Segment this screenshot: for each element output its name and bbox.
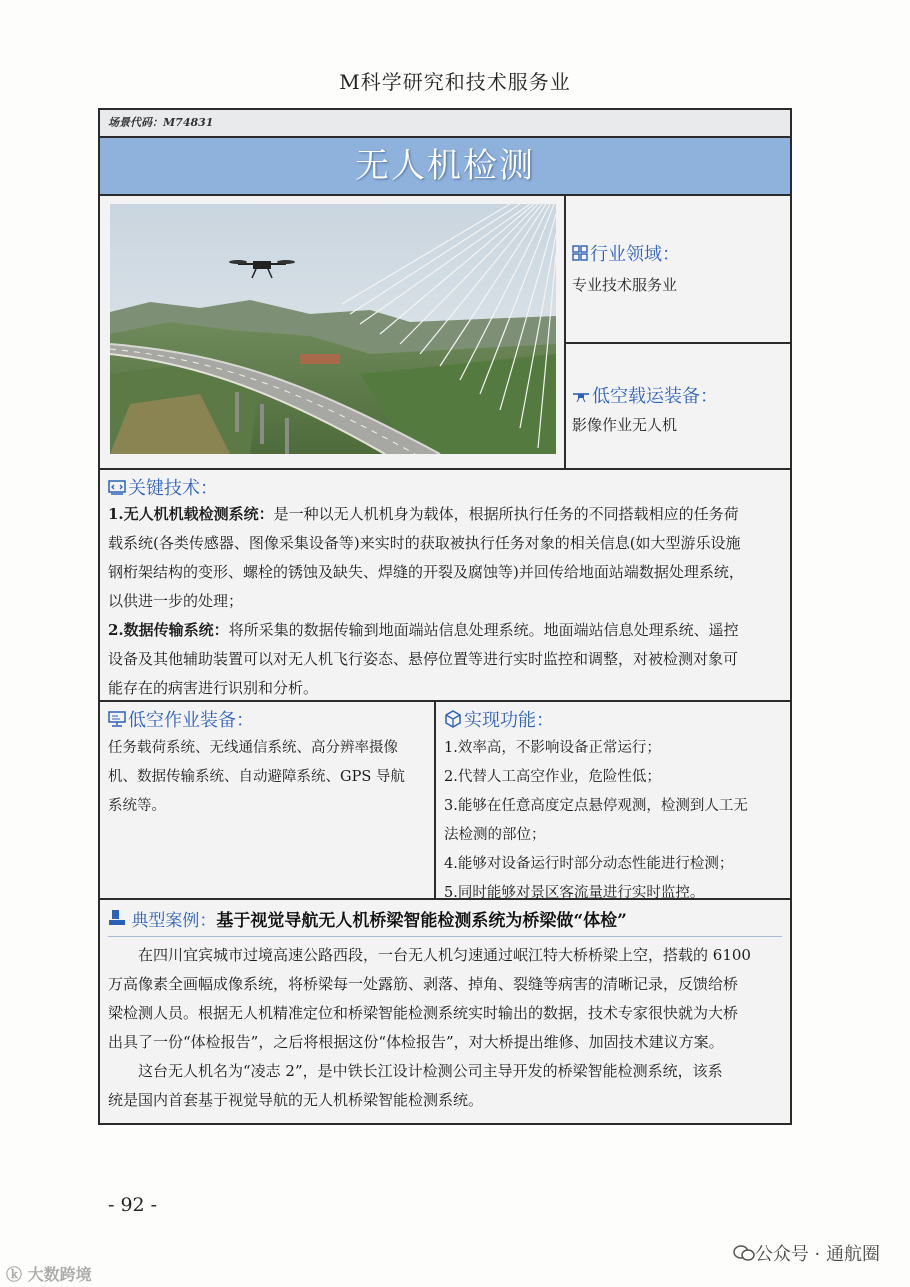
key-tech-item1-line3: 钢桁架结构的变形、螺栓的锈蚀及缺失、焊缝的开裂及腐蚀等)并回传给地面站端数据处理系统， (108, 563, 744, 581)
scenario-card (98, 108, 792, 1125)
title-banner (100, 136, 790, 196)
key-tech-item1-line2: 载系统(各类传感器、图像采集设备等)来实时的获取被执行任务对象的相关信息(如大型游乐设施 (108, 534, 741, 552)
function-item: 5.同时能够对景区客流量进行实时监控。 (444, 885, 705, 901)
ops-equipment-line: 任务载荷系统、无线通信系统、高分辨率摄像 (108, 740, 398, 756)
monitor-icon (108, 711, 126, 732)
equipment-cell (566, 342, 790, 468)
ops-equipment-line: 系统等。 (108, 798, 166, 814)
brand-logo-icon: ⓚ (6, 1265, 23, 1284)
ops-equipment-line: 机、数据传输系统、自动避障系统、GPS 导航 (108, 769, 405, 785)
page-title: 无人机检测 (355, 146, 535, 186)
ops-equipment-heading: 低空作业装备： (108, 706, 426, 734)
case-paragraph-line: 出具了一份“体检报告”，之后将根据这份“体检报告”，对大桥提出维修、加固技术建议方案。 (108, 1033, 724, 1051)
key-tech-section (100, 468, 790, 700)
case-heading (108, 906, 782, 937)
grid-icon (572, 245, 588, 266)
case-paragraph-line: 万高像素全画幅成像系统，将桥梁每一处露筋、剥落、掉角、裂缝等病害的清晰记录，反馈给桥 (108, 975, 739, 993)
industry-heading: 行业领域： (572, 240, 790, 266)
case-paragraph-line: 在四川宜宾城市过境高速公路西段，一台无人机匀速通过岷江特大桥桥梁上空，搭载的 6100 (138, 946, 751, 964)
equipment-heading: 低空载运装备： (572, 382, 790, 408)
key-tech-heading: 关键技术： (108, 474, 782, 500)
scene-code: 场景代码：M74831 (100, 110, 790, 136)
function-item: 1.效率高，不影响设备正常运行； (444, 740, 661, 756)
case-paragraph-line: 梁检测人员。根据无人机精准定位和桥梁智能检测系统实时输出的数据，技术专家很快就为大桥 (108, 1004, 739, 1022)
case-title: 基于视觉导航无人机桥梁智能检测系统为桥梁做“体检” (216, 911, 627, 931)
industry-cell (566, 196, 790, 342)
equipment-value: 影像作业无人机 (572, 416, 678, 434)
case-label: 典型案例： (131, 911, 217, 931)
function-item: 4.能够对设备运行时部分动态性能进行检测； (444, 856, 734, 872)
equipment-functions-row (100, 700, 790, 901)
case-section (100, 898, 790, 1125)
functions-cell (436, 702, 790, 901)
key-tech-item1-line4: 以供进一步的处理； (108, 592, 244, 610)
function-item: 2.代替人工高空作业，危险性低； (444, 769, 661, 785)
drone-bridge-photo (110, 204, 556, 454)
running-head: M科学研究和技术服务业 (339, 70, 571, 94)
drone-icon (572, 387, 590, 408)
ops-equipment-cell (100, 702, 436, 898)
watermark-right: 公众号 · 通航圈 (733, 1240, 880, 1267)
cube-icon (444, 710, 462, 733)
user-icon (108, 906, 126, 936)
key-tech-item1: 1.无人机机载检测系统：是一种以无人机机身为载体，根据所执行任务的不同搭载相应的任务荷 (108, 505, 739, 523)
key-tech-item2: 2.数据传输系统：将所采集的数据传输到地面端站信息处理系统。地面端站信息处理系统、遥控 (108, 621, 739, 639)
case-paragraph-line: 这台无人机名为“凌志 2”，是中铁长江设计检测公司主导开发的桥梁智能检测系统，该系 (138, 1062, 723, 1080)
code-window-icon (108, 479, 126, 500)
wechat-icon (733, 1244, 755, 1267)
key-tech-item2-line2: 设备及其他辅助装置可以对无人机飞行姿态、悬停位置等进行实时监控和调整，对被检测对象可 (108, 650, 739, 668)
function-item: 3.能够在任意高度定点悬停观测，检测到人工无 (444, 798, 748, 814)
page-number: - 92 - (108, 1194, 158, 1216)
key-tech-item2-line3: 能存在的病害进行识别和分析。 (108, 679, 319, 697)
industry-value: 专业技术服务业 (572, 276, 678, 294)
function-item-cont: 法检测的部位； (444, 827, 546, 843)
photo-cell (100, 196, 566, 468)
watermark-left: ⓚ 大数跨境 (6, 1265, 92, 1284)
case-paragraph-line: 统是国内首套基于视觉导航的无人机桥梁智能检测系统。 (108, 1091, 484, 1109)
functions-heading: 实现功能： (444, 706, 782, 734)
